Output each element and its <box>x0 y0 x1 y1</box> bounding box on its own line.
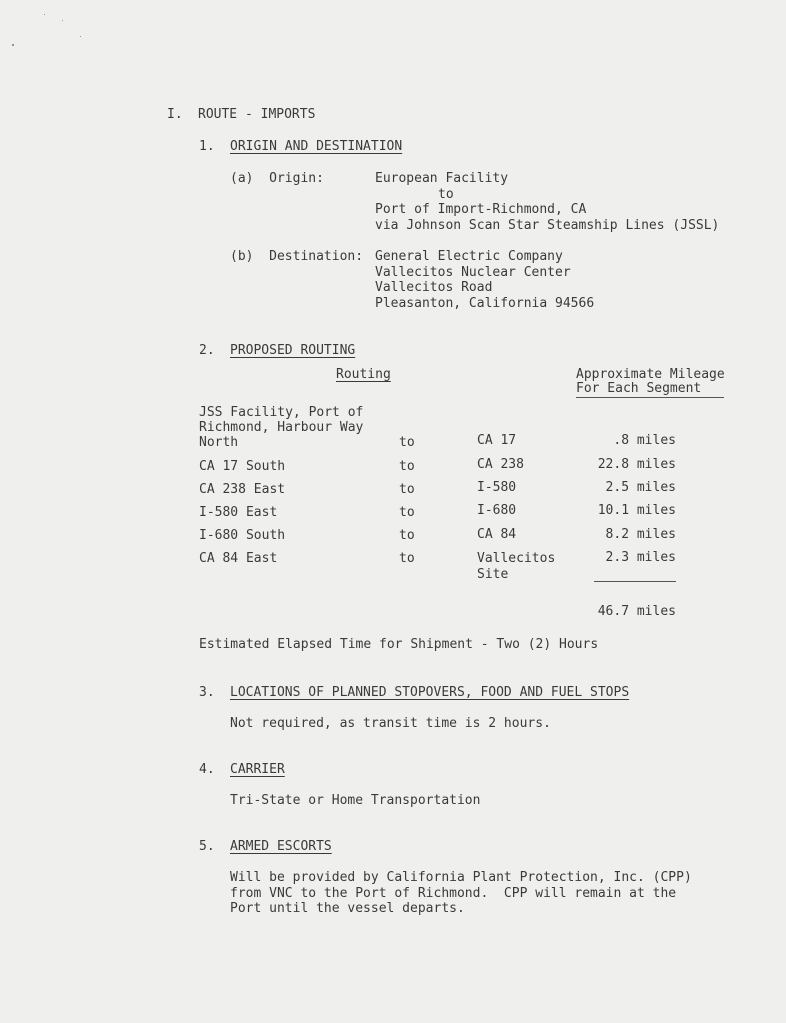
origin-line: Port of Import-Richmond, CA <box>375 202 587 217</box>
item-5-heading: ARMED ESCORTS <box>230 839 332 854</box>
route-to-word: to <box>399 435 415 450</box>
route-to-word: to <box>399 551 415 566</box>
route-miles: 8.2 miles <box>605 527 676 542</box>
scan-speck <box>44 14 45 15</box>
destination-line: Pleasanton, California 94566 <box>375 296 595 311</box>
item-1-heading: ORIGIN AND DESTINATION <box>230 139 403 154</box>
destination-line: Vallecitos Nuclear Center <box>375 265 571 280</box>
scan-speck <box>62 20 63 21</box>
route-to-word: to <box>399 505 415 520</box>
item-5-body-line: Port until the vessel departs. <box>230 901 465 916</box>
mileage-column-header: Approximate Mileage <box>576 367 725 382</box>
item-5-body-line: from VNC to the Port of Richmond. CPP will remain at the <box>230 886 677 901</box>
route-to-word: to <box>399 528 415 543</box>
item-2-number: 2. <box>199 343 215 358</box>
item-3-body: Not required, as transit time is 2 hours. <box>230 716 551 731</box>
route-from: CA 238 East <box>199 482 286 497</box>
origin-line: via Johnson Scan Star Steamship Lines (JSSL) <box>375 218 720 233</box>
route-miles: .8 miles <box>613 433 676 448</box>
total-rule <box>594 581 676 582</box>
route-miles: 10.1 miles <box>597 503 676 518</box>
item-5-body-line: Will be provided by California Plant Protection, Inc. (CPP) <box>230 870 692 885</box>
elapsed-time: Estimated Elapsed Time for Shipment - Two (2) Hours <box>199 637 599 652</box>
origin-line: European Facility <box>375 171 509 186</box>
route-to: Vallecitos <box>477 551 556 566</box>
item-2-heading: PROPOSED ROUTING <box>230 343 356 358</box>
route-to: CA 17 <box>477 433 517 448</box>
origin-line: to <box>438 187 454 202</box>
item-4-heading: CARRIER <box>230 762 285 777</box>
route-to-word: to <box>399 482 415 497</box>
route-to-word: to <box>399 459 415 474</box>
route-start-line: Richmond, Harbour Way <box>199 420 364 435</box>
item-3-heading: LOCATIONS OF PLANNED STOPOVERS, FOOD AND FUEL STOPS <box>230 685 630 700</box>
mileage-column-header: For Each Segment <box>576 381 702 396</box>
route-from: CA 17 South <box>199 459 286 474</box>
mileage-header-underline <box>576 397 724 398</box>
section-numeral: I. <box>167 107 183 122</box>
item-4-body: Tri-State or Home Transportation <box>230 793 481 808</box>
route-from: North <box>199 435 239 450</box>
destination-label: (b) Destination: <box>230 249 364 264</box>
scan-speck <box>12 44 14 46</box>
routing-column-header: Routing <box>336 367 391 382</box>
route-from: I-680 South <box>199 528 286 543</box>
route-start-line: JSS Facility, Port of <box>199 405 364 420</box>
item-3-number: 3. <box>199 685 215 700</box>
destination-line: General Electric Company <box>375 249 563 264</box>
route-miles: 2.5 miles <box>605 480 676 495</box>
item-1-number: 1. <box>199 139 215 154</box>
route-to: CA 84 <box>477 527 517 542</box>
route-miles: 2.3 miles <box>605 550 676 565</box>
route-total-miles: 46.7 miles <box>597 604 676 619</box>
route-miles: 22.8 miles <box>597 457 676 472</box>
route-from: CA 84 East <box>199 551 278 566</box>
route-to: I-580 <box>477 480 517 495</box>
route-to: CA 238 <box>477 457 524 472</box>
route-to-continued: Site <box>477 567 509 582</box>
scan-speck <box>80 36 81 37</box>
section-title: ROUTE - IMPORTS <box>198 107 316 122</box>
item-5-number: 5. <box>199 839 215 854</box>
destination-line: Vallecitos Road <box>375 280 493 295</box>
route-to: I-680 <box>477 503 517 518</box>
route-from: I-580 East <box>199 505 278 520</box>
origin-label: (a) Origin: <box>230 171 324 186</box>
item-4-number: 4. <box>199 762 215 777</box>
